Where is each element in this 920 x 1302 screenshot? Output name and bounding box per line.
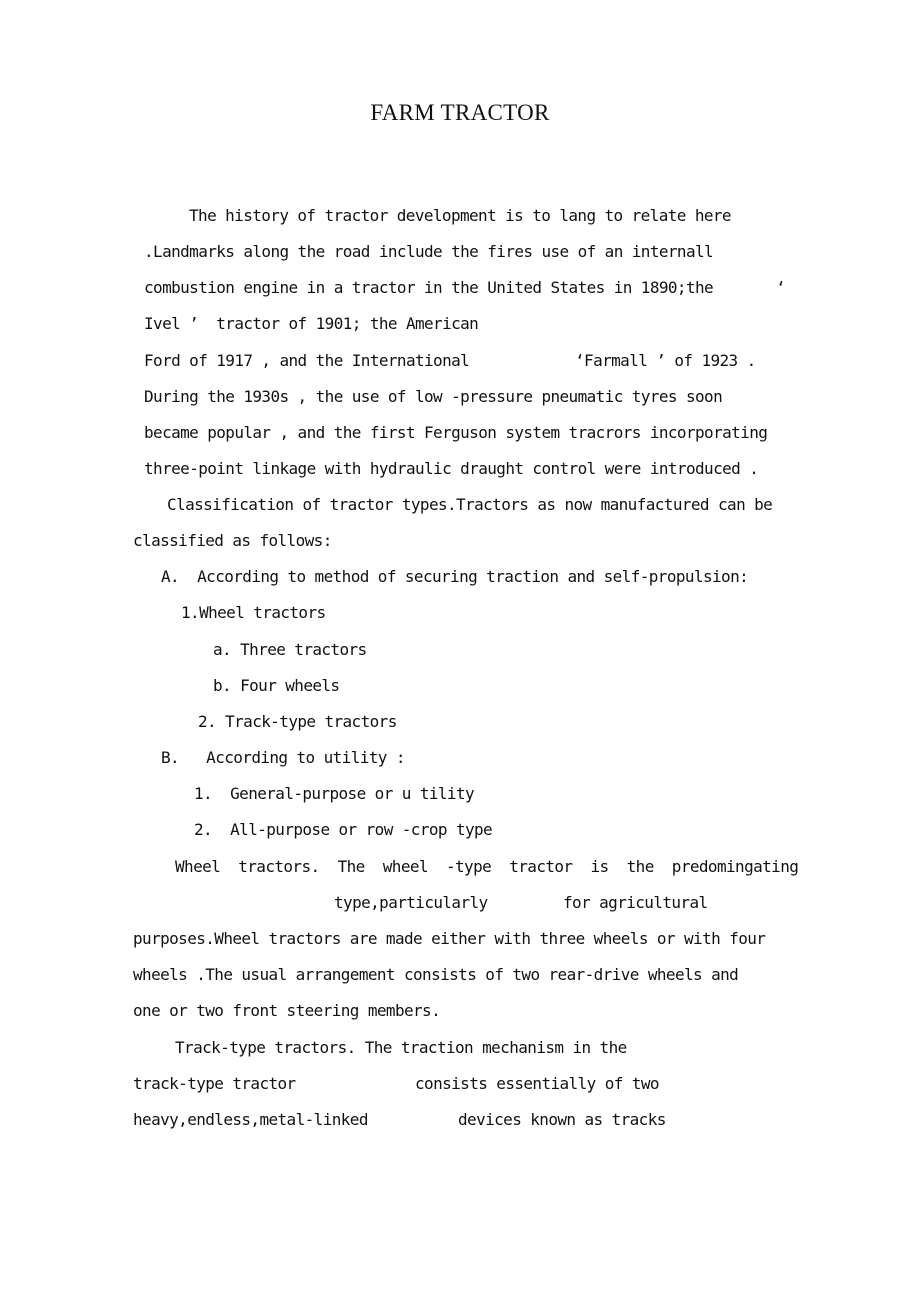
page-title: FARM TRACTOR [370,100,550,125]
paragraph-line: devices known as tracks [458,1110,666,1129]
list-item: b. Four wheels [213,676,340,695]
list-item: 1. General-purpose or u tility [194,784,475,803]
paragraph-line: for agricultural [563,893,708,912]
paragraph-line: ‘ [776,278,786,297]
paragraph-line: Wheel tractors. The wheel -type tractor is the predomingating [175,857,799,876]
paragraph-line: Ford of 1917 , and the International [144,351,470,370]
paragraph-line: The history of tractor development is to lang to relate here [189,206,731,225]
list-item: 2. All-purpose or row -crop type [194,820,493,839]
paragraph-line: classified as follows: [133,531,332,550]
list-item: a. Three tractors [213,640,367,659]
list-item: 2. Track-type tractors [198,712,397,731]
paragraph-line: Ivel ’ tractor of 1901; the American [144,314,479,333]
paragraph-line: type,particularly [334,893,488,912]
paragraph-line: heavy,endless,metal-linked [133,1110,368,1129]
paragraph-line: combustion engine in a tractor in the United States in 1890;the [144,278,714,297]
paragraph-line: purposes.Wheel tractors are made either with three wheels or with four [133,929,766,948]
paragraph-line: Classification of tractor types.Tractors as now manufactured can be [167,495,773,514]
paragraph-line: .Landmarks along the road include the fires use of an internall [144,242,714,261]
paragraph-line: Track-type tractors. The traction mechanism in the [175,1038,627,1057]
paragraph-line: one or two front steering members. [133,1001,441,1020]
paragraph-line: wheels .The usual arrangement consists of two rear-drive wheels and [133,965,739,984]
list-item: 1.Wheel tractors [181,603,326,622]
paragraph-line: During the 1930s , the use of low -pressure pneumatic tyres soon [144,387,723,406]
paragraph-line: track-type tractor [133,1074,296,1093]
paragraph-line: became popular , and the first Ferguson system tracrors incorporating [144,423,768,442]
paragraph-line: ‘Farmall ’ of 1923 . [575,351,756,370]
paragraph-line: three-point linkage with hydraulic draught control were introduced . [144,459,759,478]
list-item: B. According to utility : [161,748,405,767]
paragraph-line: consists essentially of two [415,1074,659,1093]
list-item: A. According to method of securing traction and self-propulsion: [161,567,749,586]
